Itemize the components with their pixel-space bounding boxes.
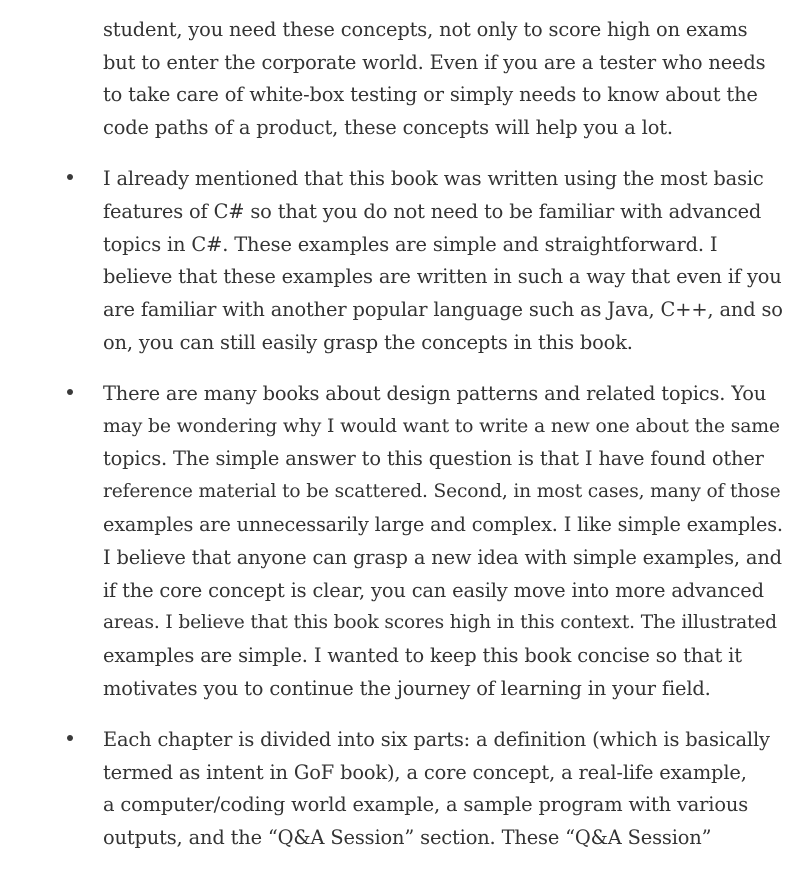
- bullet-icon: [67, 389, 73, 395]
- text-line: on, you can still easily grasp the concepts in this book.: [103, 330, 633, 354]
- list-item: [0, 378, 783, 706]
- text-line: Each chapter is divided into six parts: a definition (which is basically: [103, 727, 770, 751]
- text-line: examples are simple. I wanted to keep this book concise so that it: [103, 644, 742, 668]
- text-line: motivates you to continue the journey of learning in your field.: [103, 676, 711, 700]
- text-line: examples are unnecessarily large and complex. I like simple examples.: [103, 512, 783, 536]
- list-item: [0, 163, 783, 360]
- text-line: if the core concept is clear, you can easily move into more advanced: [103, 578, 764, 602]
- list-item: [0, 0, 766, 145]
- text-line: outputs, and the “Q&A Session” section. These “Q&A Session”: [103, 826, 712, 850]
- bullet-icon: [67, 174, 73, 180]
- text-line: may be wondering why I would want to write a new one about the same: [103, 415, 780, 437]
- paragraph-text: [103, 0, 766, 145]
- text-line: code paths of a product, these concepts will help you a lot.: [103, 116, 673, 140]
- text-line: features of C# so that you do not need to be familiar with advanced: [103, 199, 762, 223]
- list-item: [0, 724, 770, 855]
- paragraph-text: [103, 724, 770, 855]
- text-line: areas. I believe that this book scores high in this context. The illustrated: [103, 612, 777, 634]
- text-line: topics in C#. These examples are simple and straightforward. I: [103, 232, 718, 256]
- text-line: to take care of white-box testing or simply needs to know about the: [103, 83, 758, 107]
- paragraph-text: [103, 378, 783, 706]
- text-line: [103, 0, 650, 14]
- paragraph-text: [103, 163, 783, 360]
- text-line: student, you need these concepts, not only to score high on exams: [103, 17, 748, 41]
- text-line: I already mentioned that this book was written using the most basic: [103, 166, 764, 190]
- bullet-icon: [67, 735, 73, 741]
- text-line: but to enter the corporate world. Even if you are a tester who needs: [103, 50, 766, 74]
- text-line: There are many books about design patterns and related topics. You: [103, 381, 767, 405]
- text-line: are familiar with another popular language such as Java, C++, and so: [103, 298, 783, 322]
- text-line: termed as intent in GoF book), a core concept, a real-life example,: [103, 760, 747, 784]
- text-line: a computer/coding world example, a sample program with various: [103, 793, 748, 817]
- text-line: topics. The simple answer to this question is that I have found other: [103, 447, 764, 471]
- text-line: I believe that anyone can grasp a new idea with simple examples, and: [103, 545, 782, 569]
- text-line: reference material to be scattered. Second, in most cases, many of those: [103, 481, 781, 503]
- text-line: believe that these examples are written in such a way that even if you: [103, 265, 782, 289]
